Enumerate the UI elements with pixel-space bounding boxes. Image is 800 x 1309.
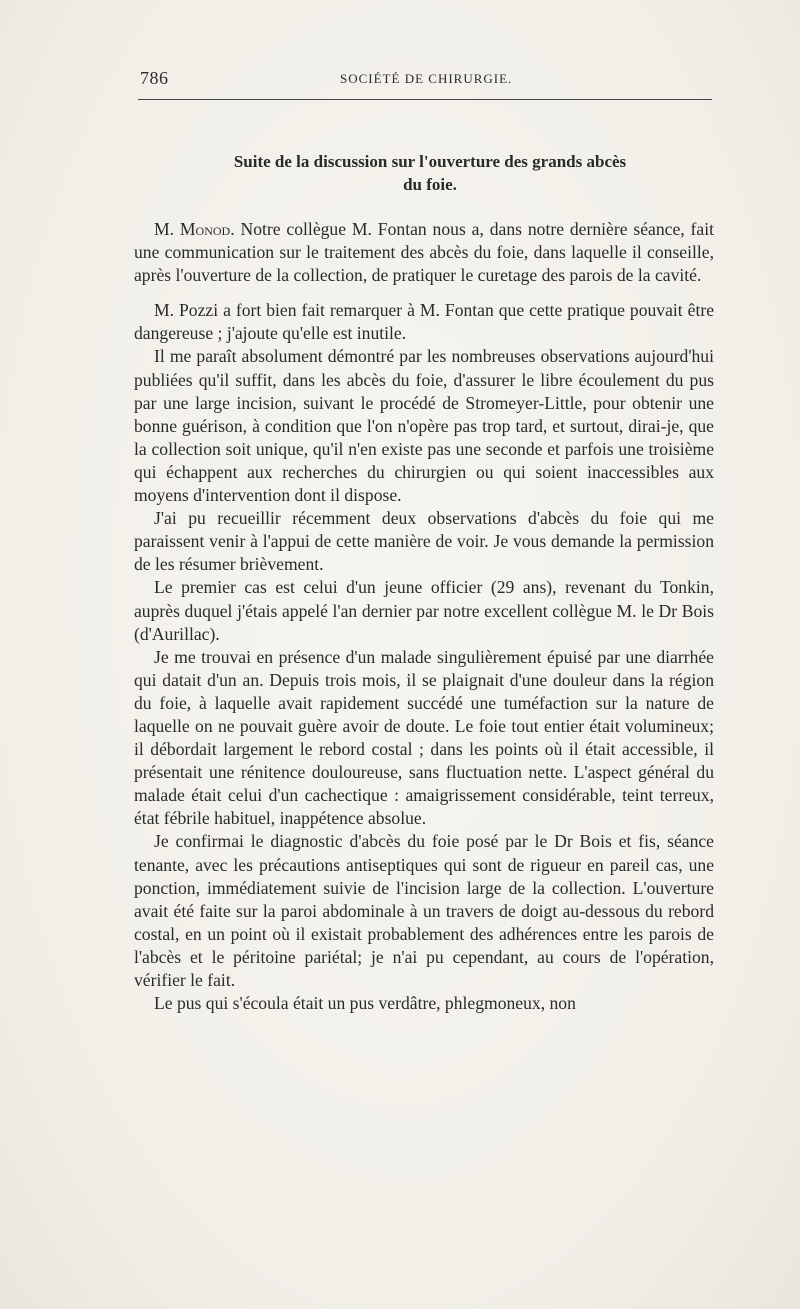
paragraph-8: Le pus qui s'écoula était un pus verdâtre, phlegmoneux, non <box>154 993 576 1014</box>
paragraph-7: Je confirmai le diagnostic d'abcès du foie posé par le Dr Bois et fis, séance tenante, avec les précautions antiseptiques qui sont de rigueur en pareil cas, une ponction, immédiatement suivie de l'incision large de la collection. L'ouverture avait été faite sur la paroi abdominale à un travers de doigt au-dessous du rebord costal, en un point où il existait probablement des adhérences entre les parois de l'abcès et le péritoine pariétal; je n'ai pu cependant, au cours de l'opération, vérifier le fait. <box>134 831 714 990</box>
paragraph-3: Il me paraît absolument démontré par les nombreuses observations aujourd'hui publiées qu'il suffit, dans les abcès du foie, d'assurer le libre écoulement du pus par une large incision, suivant le procédé de Stromeyer-Little, pour obtenir une bonne guérison, à condition que l'on n'opère pas trop tard, et surtout, dirai-je, que la collection soit unique, qu'il n'en existe pas une seconde et parfois une troisième qui échappent aux recherches du chirurgien ou qui soient inaccessibles aux moyens d'intervention dont il dispose. <box>134 346 714 506</box>
paragraph-6: Je me trouvai en présence d'un malade singulièrement épuisé par une diarrhée qui datait d'un an. Depuis trois mois, il se plaignait d'une douleur dans la région du foie, à laquelle avait rapidement succédé une tuméfaction sur la nature de laquelle on ne pouvait guère avoir de doute. Le foie tout entier était volumineux; il débordait largement le rebord costal ; dans les points où il était accessible, il présentait une rénitence douloureuse, sans fluctuation nette. L'aspect général du malade était celui d'un cachectique : amaigrissement considérable, teint terreux, état fébrile habituel, inappétence absolue. <box>134 646 714 829</box>
section-title <box>140 150 720 196</box>
paragraph-5: Le premier cas est celui d'un jeune officier (29 ans), revenant du Tonkin, auprès duquel j'étais appelé l'an dernier par notre excellent collègue M. le Dr Bois (d'Aurillac). <box>134 577 714 644</box>
header-rule <box>138 99 712 100</box>
paragraph-2: M. Pozzi a fort bien fait remarquer à M. Fontan que cette pratique pouvait être dangereuse ; j'ajoute qu'elle est inutile. <box>134 300 714 344</box>
page-number: 786 <box>140 68 169 88</box>
running-head: SOCIÉTÉ DE CHIRURGIE. <box>340 71 513 86</box>
title-line-1: Suite de la discussion sur l'ouverture des grands abcès <box>233 152 627 171</box>
paragraph-1 <box>134 218 714 287</box>
speaker-name: M. Monod. <box>154 219 235 239</box>
paragraph-1-text: Notre collègue M. Fontan nous a, dans notre dernière séance, fait une communication sur le traitement des abcès du foie, dans laquelle il conseille, après l'ouverture de la collection, de pratiquer le curetage des parois de la cavité. <box>134 219 714 286</box>
page-header <box>134 68 712 92</box>
title-line-2: du foie. <box>403 175 457 194</box>
body-text <box>134 218 714 1015</box>
paragraph-4: J'ai pu recueillir récemment deux observations d'abcès du foie qui me paraissent venir à l'appui de cette manière de voir. Je vous demande la permission de les résumer brièvement. <box>134 508 714 575</box>
